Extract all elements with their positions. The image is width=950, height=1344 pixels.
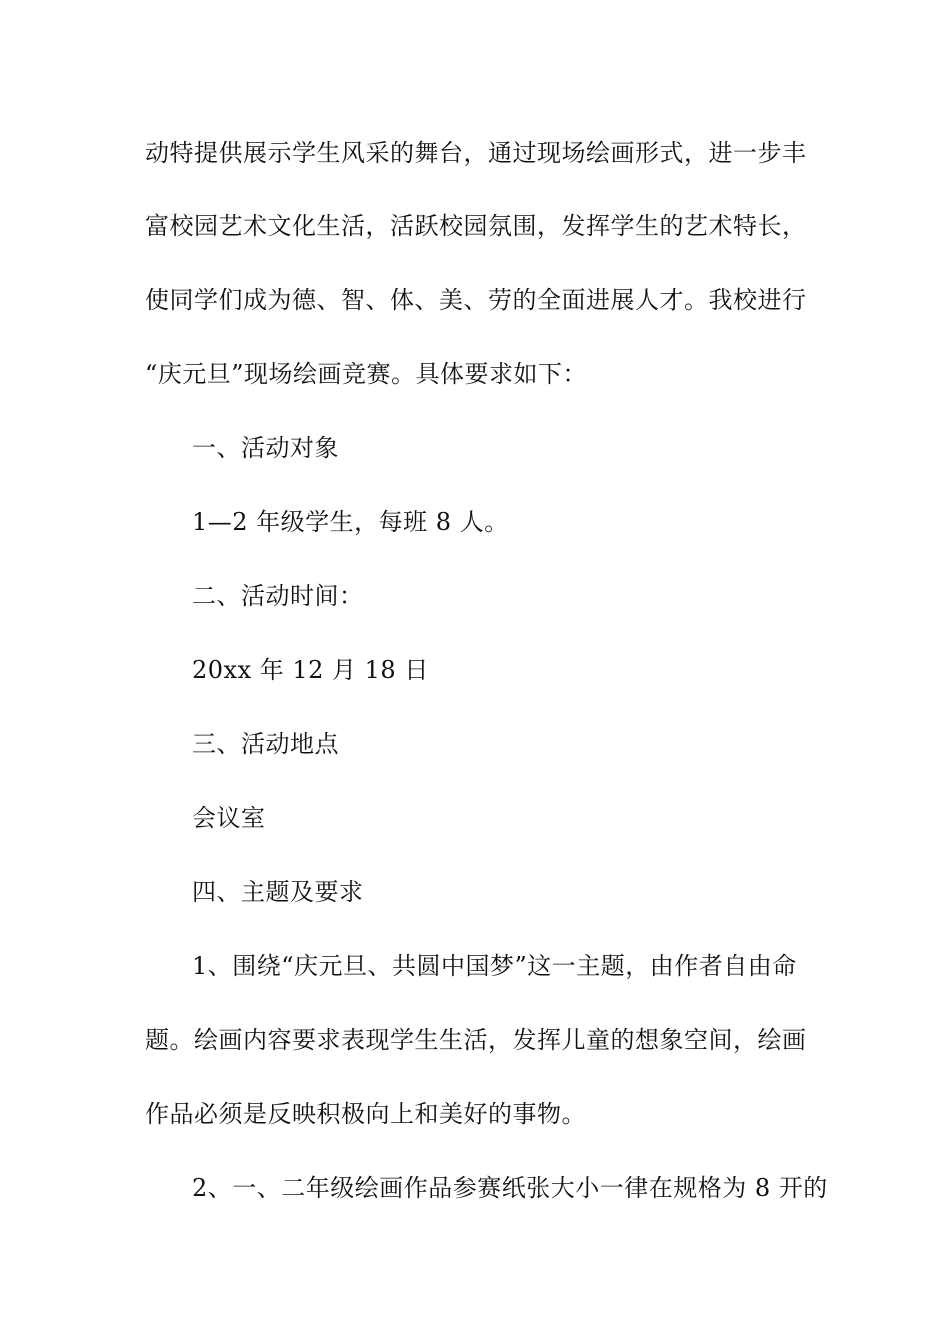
section-heading-activity-target: 一、活动对象 — [192, 434, 339, 462]
paragraph-line: 动特提供展示学生风采的舞台，通过现场绘画形式，进一步丰 — [145, 139, 807, 167]
section-heading-activity-time: 二、活动时间： — [192, 582, 364, 610]
section-heading-theme-requirements: 四、主题及要求 — [192, 878, 364, 906]
activity-location-text: 会议室 — [192, 804, 266, 832]
paragraph-line: 使同学们成为德、智、体、美、劳的全面进展人才。我校进行 — [145, 286, 807, 314]
requirement-1-line: 作品必须是反映积极向上和美好的事物。 — [145, 1100, 586, 1128]
activity-target-text: 1—2 年级学生，每班 8 人。 — [192, 508, 509, 536]
paragraph-line: 富校园艺术文化生活，活跃校园氛围，发挥学生的艺术特长， — [145, 212, 807, 240]
requirement-1-line: 题。绘画内容要求表现学生生活，发挥儿童的想象空间，绘画 — [145, 1026, 807, 1054]
activity-time-text: 20xx 年 12 月 18 日 — [192, 656, 429, 684]
requirement-2-line: 2、一、二年级绘画作品参赛纸张大小一律在规格为 8 开的 — [192, 1174, 828, 1202]
paragraph-line: “庆元旦”现场绘画竞赛。具体要求如下： — [145, 360, 588, 388]
requirement-1-line: 1、围绕“庆元旦、共圆中国梦”这一主题，由作者自由命 — [192, 952, 797, 980]
section-heading-activity-location: 三、活动地点 — [192, 730, 339, 758]
